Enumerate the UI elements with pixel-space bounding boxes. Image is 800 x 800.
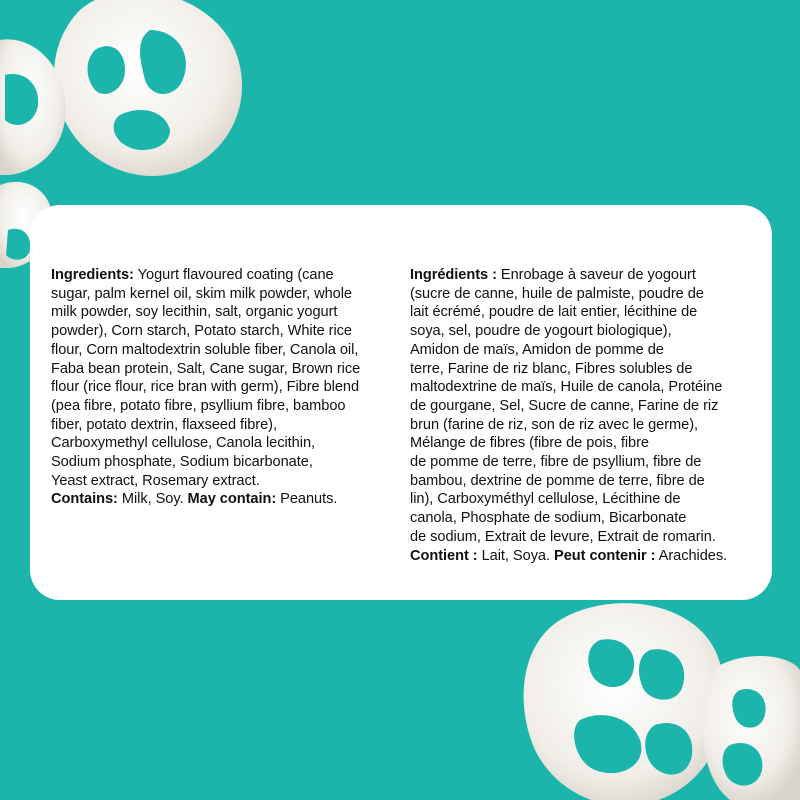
ingredients-line: (pea fibre, potato fibre, psyllium fibre, bamboo	[51, 397, 346, 414]
ingredients-line: de pomme de terre, fibre de psyllium, fibre de	[410, 454, 702, 471]
ingredients-line: canola, Phosphate de sodium, Bicarbonate	[410, 510, 687, 527]
ingredients-line	[410, 266, 762, 285]
ingredients-text: Yogurt flavoured coating (cane	[133, 267, 334, 283]
ingredients-line: soya, sel, poudre de yogourt biologique),	[410, 323, 672, 340]
pretzel-icon	[703, 656, 800, 800]
ingredients-line: Yeast extract, Rosemary extract.	[51, 472, 260, 489]
ingredients-line: sugar, palm kernel oil, skim milk powder, whole	[51, 285, 352, 302]
ingredients-line: lin), Carboxyméthyl cellulose, Lécithine de	[410, 491, 681, 508]
ingredients-line: Mélange de fibres (fibre de pois, fibre	[410, 435, 649, 452]
allergen-line	[410, 547, 762, 566]
ingredients-line: lait écrémé, poudre de lait entier, lécithine de	[410, 304, 698, 321]
ingredients-line: flour (rice flour, rice bran with germ), Fibre blend	[51, 379, 360, 396]
ingredients-line: Carboxymethyl cellulose, Canola lecithin,	[51, 435, 316, 452]
ingredients-line: fiber, potato dextrin, flaxseed fibre),	[51, 416, 277, 433]
ingredients-english	[51, 266, 391, 509]
pretzel-icon	[524, 603, 726, 800]
ingredients-line: de gourgane, Sel, Sucre de canne, Farine de riz	[410, 397, 719, 414]
ingredients-line: Sodium phosphate, Sodium bicarbonate,	[51, 454, 313, 471]
ingredients-line: milk powder, soy lecithin, salt, organic yogurt	[51, 304, 338, 321]
ingredients-line: bambou, dextrine de pomme de terre, fibre de	[410, 472, 705, 489]
pretzel-icon	[54, 0, 242, 176]
may-contain-value: Arachides.	[655, 547, 728, 564]
ingredients-line	[51, 266, 391, 285]
ingredients-line: powder), Corn starch, Potato starch, White rice	[51, 323, 352, 340]
contains-label: Contient :	[410, 547, 478, 564]
ingredients-line: Amidon de maïs, Amidon de pomme de	[410, 341, 664, 358]
ingredients-line: terre, Farine de riz blanc, Fibres solubles de	[410, 360, 693, 377]
ingredients-heading: Ingredients:	[51, 267, 134, 283]
ingredients-text: Enrobage à saveur de yogourt	[496, 267, 696, 283]
contains-value: Milk, Soy.	[117, 491, 188, 508]
may-contain-label: Peut contenir :	[554, 547, 656, 564]
contains-label: Contains:	[51, 491, 118, 508]
ingredients-line: brun (farine de riz, son de riz avec le germe),	[410, 416, 699, 433]
ingredients-line: Faba bean protein, Salt, Cane sugar, Brown rice	[51, 360, 361, 377]
ingredients-card	[30, 205, 772, 600]
ingredients-line: de sodium, Extrait de levure, Extrait de romarin.	[410, 528, 716, 545]
ingredients-line: flour, Corn maltodextrin soluble fiber, Canola oil,	[51, 341, 359, 358]
ingredients-line: maltodextrine de maïs, Huile de canola, Protéine	[410, 379, 723, 396]
ingredients-french	[410, 266, 762, 565]
ingredients-line: (sucre de canne, huile de palmiste, poudre de	[410, 285, 704, 302]
contains-value: Lait, Soya.	[477, 547, 555, 564]
may-contain-label: May contain:	[187, 491, 277, 508]
may-contain-value: Peanuts.	[276, 491, 338, 508]
allergen-line	[51, 490, 391, 509]
ingredients-heading: Ingrédients :	[410, 267, 497, 283]
